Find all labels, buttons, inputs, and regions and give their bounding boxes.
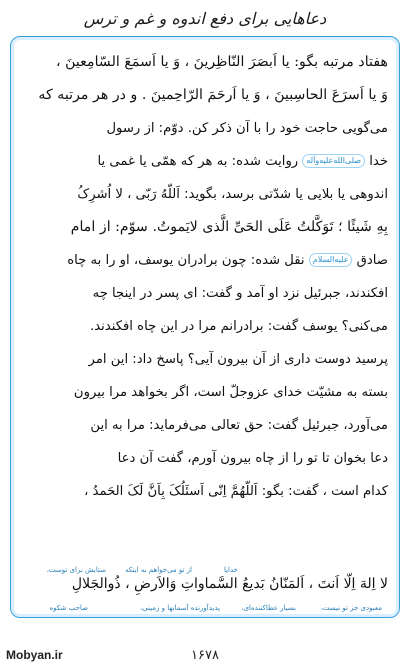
body-text [22,46,388,508]
text-line: می‌گویی حاجت خود را با آن ذکر کن. دوّم: از رسول [106,121,388,136]
text-line-with-honorific [22,145,388,178]
text-line-last: لا اِلهَ اِلّا اَنتَ ، اَلمَنّانُ بَدیعُ السَّماواتِ وَالاَرضِ ، ذُوالجَلالِ [71,576,388,592]
line-prefix: خدا [369,154,388,169]
line-text: نقل شده: چون برادران یوسف، او را به چاه [67,253,305,268]
gloss-item: صاحب شکوه [49,604,88,612]
text-line: می‌آورد، جبرئیل گفت: حق تعالی می‌فرماید: مرا به این [90,418,388,433]
page-number: ۱۶۷۸ [191,648,219,663]
header-title: دعاهایی برای دفع اندوه و غم و ترس [83,9,327,28]
gloss-item: از تو می‌خواهم به اینکه [125,566,192,574]
text-line: بسته به مشیّت خدای عزوجلّ است، اگر بخواهد مرا بیرون [73,385,388,400]
page-header [0,4,410,34]
text-line: وَ یا اَسرَعَ الحاسِبینَ ، وَ یا اَرحَمَ الرّاحِمینَ . و در هر مرتبه که [38,87,388,103]
gloss-item: ستایش برای توست، [46,566,106,574]
text-line: اندوهی یا بلایی یا شدّتی برسد، بگوید: اَللّهُ رَبّی ، لا اُشرِکُ [77,187,388,202]
text-line: می‌کنی؟ یوسف گفت: برادرانم مرا در این چاه افکندند. [90,319,388,334]
text-line: هفتاد مرتبه بگو: یا اَبصَرَ النّاظِرینَ ، وَ یا اَسمَعَ السّامِعینَ ، [55,54,388,70]
gloss-item: پدیدآورنده آسمانها و زمینی، [139,604,220,612]
gloss-item: بسیار عطاکننده‌ای، [241,604,296,612]
text-line: کدام است ، گفت: بگو: اَللّهُمَّ اِنّی اَسئَلُکَ بِاَنَّ لَکَ الحَمدُ ، [84,484,388,499]
text-line: پرسید دوست داری از آن بیرون آیی؟ پاسخ داد: این امر [88,352,388,367]
text-line: افکندند، جبرئیل نزد او آمد و گفت: ای پسر در اینجا چه [92,286,388,301]
honorific-prophet: صلی‌الله‌علیه‌وآله [302,154,365,168]
translation-gloss-bottom [22,604,388,614]
line-prefix: صادق [356,253,388,268]
text-line-with-honorific [22,244,388,277]
translation-gloss-top [22,566,388,576]
line-text: روایت شده: به هر که همّی یا غمی یا [97,154,299,169]
text-line: بِهِ شَیئًا ؛ تَوَکَّلتُ عَلَی الحَیِّ الَّذی لایَموتُ. سوّم: از امام [70,219,388,235]
text-line: دعا بخوان تا تو را از چاه بیرون آورم، گفت آن دعا [117,451,388,466]
gloss-item: خدایا [223,566,238,574]
gloss-item: معبودی جز تو نیست، [320,604,382,612]
honorific-imam: علیه‌السلام [309,253,353,267]
site-logo[interactable]: Mobyan.ir [6,648,63,662]
